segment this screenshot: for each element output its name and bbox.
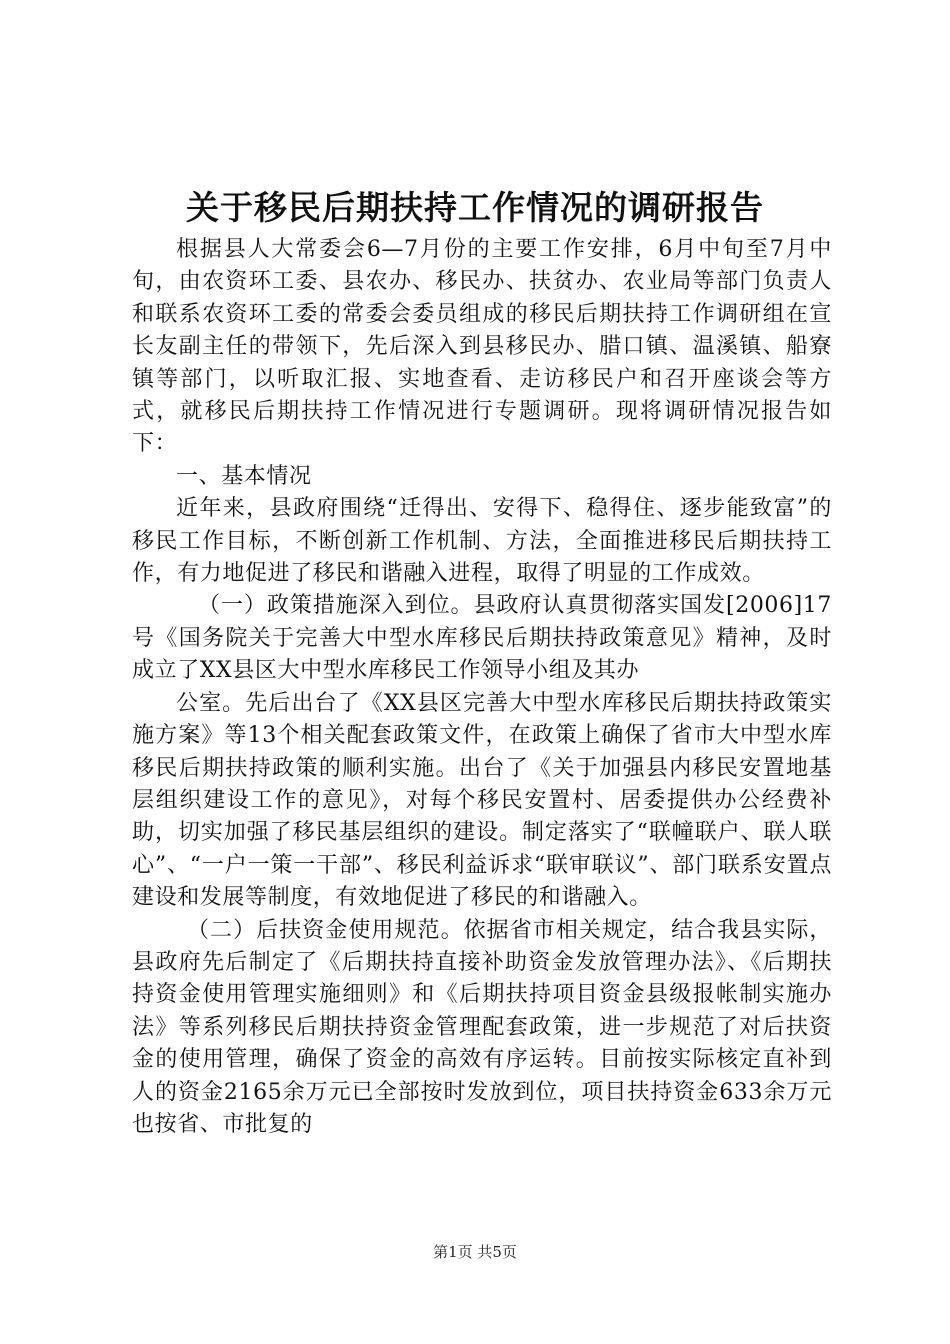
paragraph-intro: 根据县人大常委会6—7月份的主要工作安排，6月中旬至7月中旬，由农资环工委、县农办、移民办、扶贫办、农业局等部门负责人和联系农资环工委的常委会委员组成的移民后期扶持工作调研组在宣长友副主任的带领下，先后深入到县移民办、腊口镇、温溪镇、船寮镇等部门，以听取汇报、实地查看、走访移民户和召开座谈会等方式，就移民后期扶持工作情况进行专题调研。现将调研情况报告如下： [132,237,832,457]
page-number-footer: 第1页 共5页 [433,1243,517,1261]
document-body [132,234,832,1141]
paragraph-policy: （一）政策措施深入到位。县政府认真贯彻落实国发[2006]17号《国务院关于完善大中型水库移民后期扶持政策意见》精神，及时成立了XX县区大中型水库移民工作领导小组及其办 [132,593,832,684]
paragraph-overview: 近年来，县政府围绕“迁得出、安得下、稳得住、逐步能致富”的移民工作目标，不断创新工作机制、方法，全面推进移民后期扶持工作，有力地促进了移民和谐融入进程，取得了明显的工作成效。 [132,496,832,587]
section-heading-basic: 一、基本情况 [176,463,312,489]
paragraph-funds: （二）后扶资金使用规范。依据省市相关规定，结合我县实际，县政府先后制定了《后期扶持直接补助资金发放管理办法》、《后期扶持资金使用管理实施细则》和《后期扶持项目资金县级报帐制实施办法》等系列移民后期扶持资金管理配套政策，进一步规范了对后扶资金的使用管理，确保了资金的高效有序运转。目前按实际核定直补到人的资金2165余万元已全部按时发放到位，项目扶持资金633余万元也按省、市批复的 [132,917,832,1137]
document-title: 关于移民后期扶持工作情况的调研报告 [186,188,764,227]
paragraph-policy-continued: 公室。先后出台了《XX县区完善大中型水库移民后期扶持政策实施方案》等13个相关配套政策文件，在政策上确保了省市大中型水库移民后期扶持政策的顺利实施。出台了《关于加强县内移民安置地基层组织建设工作的意见》，对每个移民安置村、居委提供办公经费补助，切实加强了移民基层组织的建设。制定落实了“联幢联户、联人联心”、“一户一策一干部”、移民利益诉求“联审联议”、部门联系安置点建设和发展等制度，有效地促进了移民的和谐融入。 [132,690,832,911]
